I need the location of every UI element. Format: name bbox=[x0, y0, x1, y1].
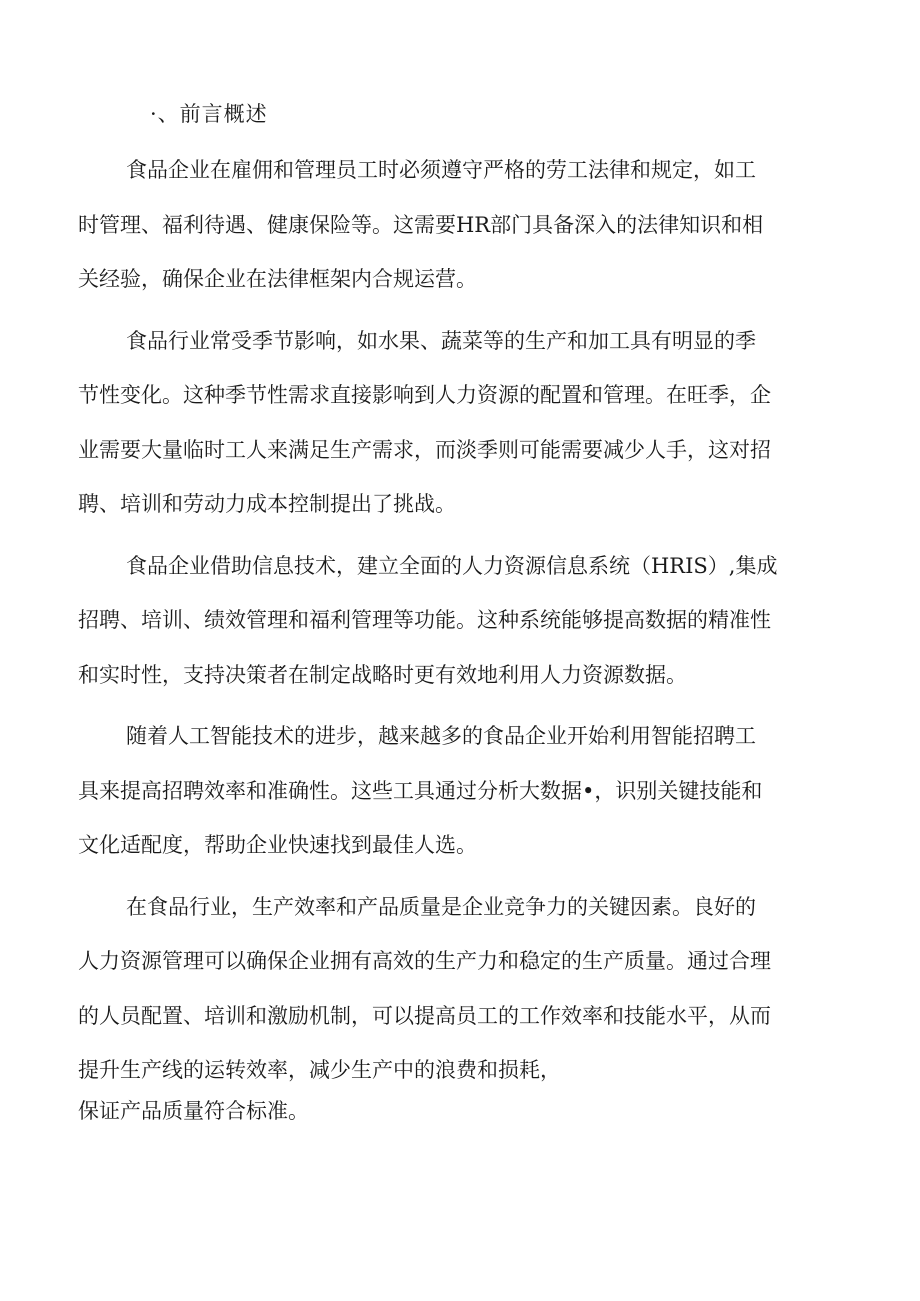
paragraph-line: 的人员配置、培训和激励机制，可以提高员工的工作效率和技能水平，从而 bbox=[78, 1004, 771, 1028]
paragraph-line: 在食品行业，生产效率和产品质量是企业竞争力的关键因素。良好的 bbox=[126, 895, 756, 919]
paragraph-line: 食品企业借助信息技术，建立全面的人力资源信息系统（HRIS）,集成 bbox=[126, 554, 778, 578]
paragraph-line: 业需要大量临时工人来满足生产需求，而淡季则可能需要减少人手，这对招 bbox=[78, 438, 771, 462]
paragraph-line: 和实时性，支持决策者在制定战略时更有效地利用人力资源数据。 bbox=[78, 663, 687, 687]
paragraph-line: 食品行业常受季节影响，如水果、蔬菜等的生产和加工具有明显的季 bbox=[126, 329, 756, 353]
paragraph-line: 文化适配度，帮助企业快速找到最佳人选。 bbox=[78, 833, 477, 857]
paragraph-line: 招聘、培训、绩效管理和福利管理等功能。这种系统能够提高数据的精准性 bbox=[78, 608, 771, 632]
paragraph-line: 关经验，确保企业在法律框架内合规运营。 bbox=[78, 267, 477, 291]
paragraph-line: 节性变化。这种季节性需求直接影响到人力资源的配置和管理。在旺季，企 bbox=[78, 383, 771, 407]
paragraph-line: 聘、培训和劳动力成本控制提出了挑战。 bbox=[78, 492, 456, 516]
paragraph-line: 提升生产线的运转效率，减少生产中的浪费和损耗， bbox=[78, 1058, 561, 1082]
paragraph-line: 具来提高招聘效率和准确性。这些工具通过分析大数据•，识别关键技能和 bbox=[78, 779, 763, 803]
paragraph-line: 保证产品质量符合标准。 bbox=[78, 1099, 309, 1123]
paragraph-line: 人力资源管理可以确保企业拥有高效的生产力和稳定的生产质量。通过合理 bbox=[78, 949, 771, 973]
paragraph-line: 食品企业在雇佣和管理员工时必须遵守严格的劳工法律和规定，如工 bbox=[126, 158, 756, 182]
paragraph-line: 随着人工智能技术的进步，越来越多的食品企业开始利用智能招聘工 bbox=[126, 724, 756, 748]
section-heading: ·、前言概述 bbox=[150, 102, 268, 126]
paragraph-line: 时管理、福利待遇、健康保险等。这需要HR部门具备深入的法律知识和相 bbox=[78, 213, 764, 237]
